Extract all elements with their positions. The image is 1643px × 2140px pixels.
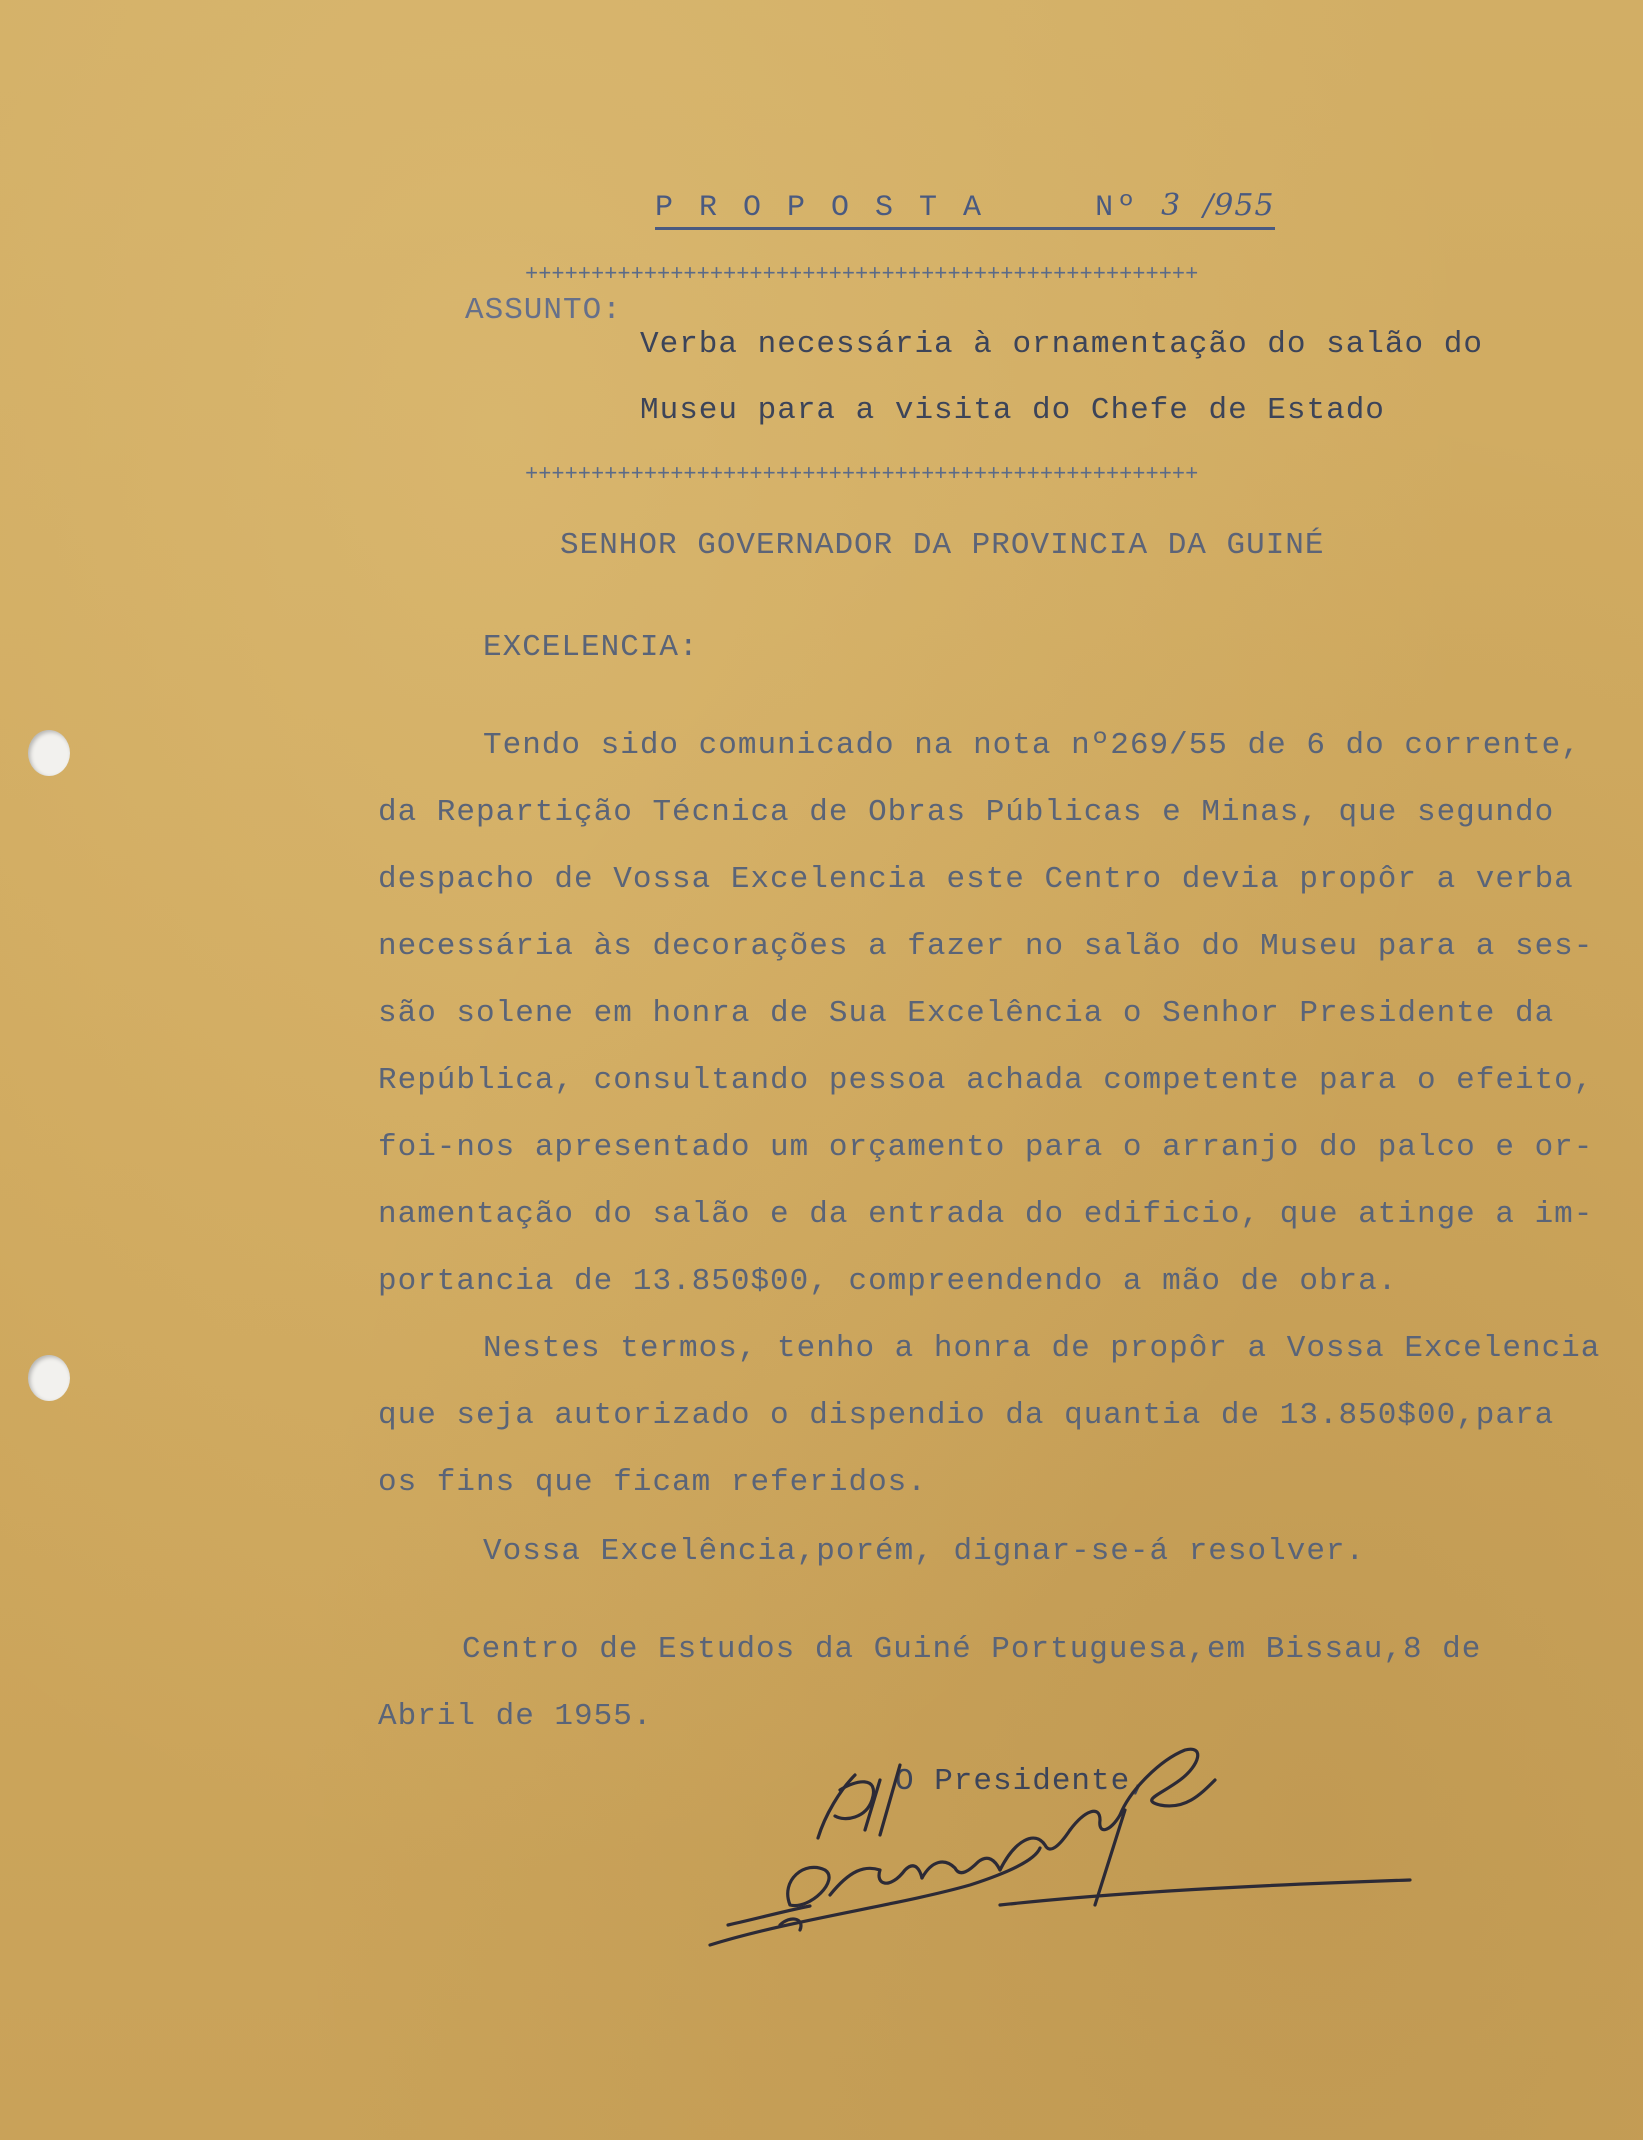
- handwritten-signature: [640, 1720, 1440, 1980]
- signatory-role: O Presidente,: [895, 1764, 1150, 1799]
- body-line: República, consultando pessoa achada competente para o efeito,: [378, 1063, 1594, 1098]
- body-line: da Repartição Técnica de Obras Públicas e Minas, que segundo: [378, 795, 1555, 830]
- handwritten-year: /955: [1203, 188, 1275, 223]
- body-line: despacho de Vossa Excelencia este Centro devia propôr a verba: [378, 862, 1574, 897]
- subject-label: ASSUNTO:: [465, 293, 622, 328]
- salutation: EXCELENCIA:: [483, 630, 699, 665]
- body-line: são solene em honra de Sua Excelência o Senhor Presidente da: [378, 996, 1555, 1031]
- addressee: SENHOR GOVERNADOR DA PROVINCIA DA GUINÉ: [560, 528, 1325, 563]
- body-line: namentação do salão e da entrada do edificio, que atinge a im-: [378, 1197, 1594, 1232]
- place-date-line-2: Abril de 1955.: [378, 1699, 653, 1734]
- body-line: foi-nos apresentado um orçamento para o arranjo do palco e or-: [378, 1130, 1594, 1165]
- closing-line: Vossa Excelência,porém, dignar-se-á resolver.: [483, 1534, 1366, 1569]
- body-line: portancia de 13.850$00, compreendendo a mão de obra.: [378, 1264, 1398, 1299]
- subject-line-1: Verba necessária à ornamentação do salão do: [640, 327, 1483, 362]
- title-text: P R O P O S T A: [655, 191, 986, 225]
- proposal-title: [655, 188, 1275, 230]
- subject-line-2: Museu para a visita do Chefe de Estado: [640, 393, 1385, 428]
- number-label: Nº: [1095, 191, 1140, 225]
- body-line: os fins que ficam referidos.: [378, 1465, 927, 1500]
- punch-hole-bottom: [28, 1355, 70, 1401]
- body-line: que seja autorizado o dispendio da quantia de 13.850$00,para: [378, 1398, 1555, 1433]
- separator-bottom: +++++++++++++++++++++++++++++++++++++++++++++++++++: [525, 462, 1199, 487]
- punch-hole-top: [28, 730, 70, 776]
- place-date-line-1: Centro de Estudos da Guiné Portuguesa,em Bissau,8 de: [462, 1632, 1482, 1667]
- body-line: Tendo sido comunicado na nota nº269/55 de 6 do corrente,: [483, 728, 1581, 763]
- body-line: Nestes termos, tenho a honra de propôr a Vossa Excelencia: [483, 1331, 1601, 1366]
- separator-top: +++++++++++++++++++++++++++++++++++++++++++++++++++: [525, 262, 1199, 287]
- body-line: necessária às decorações a fazer no salão do Museu para a ses-: [378, 929, 1594, 964]
- handwritten-number: 3: [1161, 188, 1182, 223]
